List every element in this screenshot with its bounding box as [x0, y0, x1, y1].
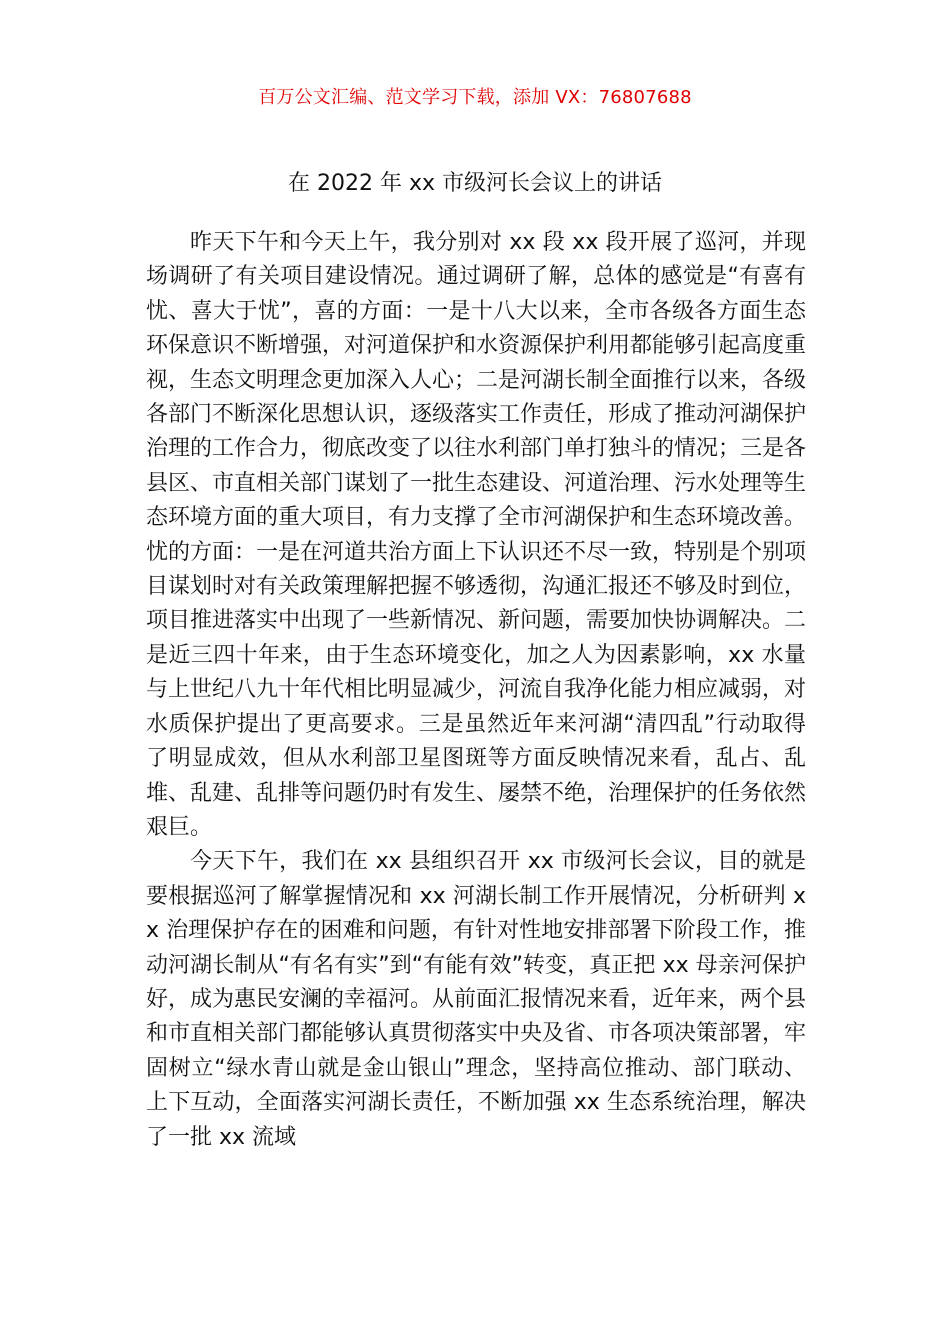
document-body: [146, 226, 806, 1155]
paragraph-2: 今天下午，我们在 xx 县组织召开 xx 市级河长会议，目的就是要根据巡河了解掌握情况和 xx 河湖长制工作开展情况，分析研判 xx 治理保护存在的困难和问题，有针对性地安排部署下阶段工作，推动河湖长制从“有名有实”到“有能有效”转变，真正把 xx 母亲河保护好，成为惠民安澜的幸福河。从前面汇报情况来看，近年来，两个县和市直相关部门都能够认真贯彻落实中央及省、市各项决策部署，牢固树立“绿水青山就是金山银山”理念，坚持高位推动、部门联动、上下互动，全面落实河湖长责任，不断加强 xx 生态系统治理，解决了一批 xx 流域: [146, 849, 807, 1150]
header-banner: 百万公文汇编、范文学习下载，添加 VX：76807688: [258, 87, 692, 108]
document-title: 在 2022 年 xx 市级河长会议上的讲话: [287, 171, 662, 196]
paragraph-1: 昨天下午和今天上午，我分别对 xx 段 xx 段开展了巡河，并现场调研了有关项目建设情况。通过调研了解，总体的感觉是“有喜有忧、喜大于忧”，喜的方面：一是十八大以来，全市各级各方面生态环保意识不断增强，对河道保护和水资源保护利用都能够引起高度重视，生态文明理念更加深入人心；二是河湖长制全面推行以来，各级各部门不断深化思想认识，逐级落实工作责任，形成了推动河湖保护治理的工作合力，彻底改变了以往水利部门单打独斗的情况；三是各县区、市直相关部门谋划了一批生态建设、河道治理、污水处理等生态环境方面的重大项目，有力支撑了全市河湖保护和生态环境改善。忧的方面：一是在河道共治方面上下认识还不尽一致，特别是个别项目谋划时对有关政策理解把握不够透彻，沟通汇报还不够及时到位，项目推进落实中出现了一些新情况、新问题，需要加快协调解决。二是近三四十年来，由于生态环境变化，加之人为因素影响，xx 水量与上世纪八九十年代相比明显减少，河流自我净化能力相应减弱，对水质保护提出了更高要求。三是虽然近年来河湖“清四乱”行动取得了明显成效，但从水利部卫星图斑等方面反映情况来看，乱占、乱堆、乱建、乱排等问题仍时有发生、屡禁不绝，治理保护的任务依然艰巨。: [146, 230, 807, 840]
